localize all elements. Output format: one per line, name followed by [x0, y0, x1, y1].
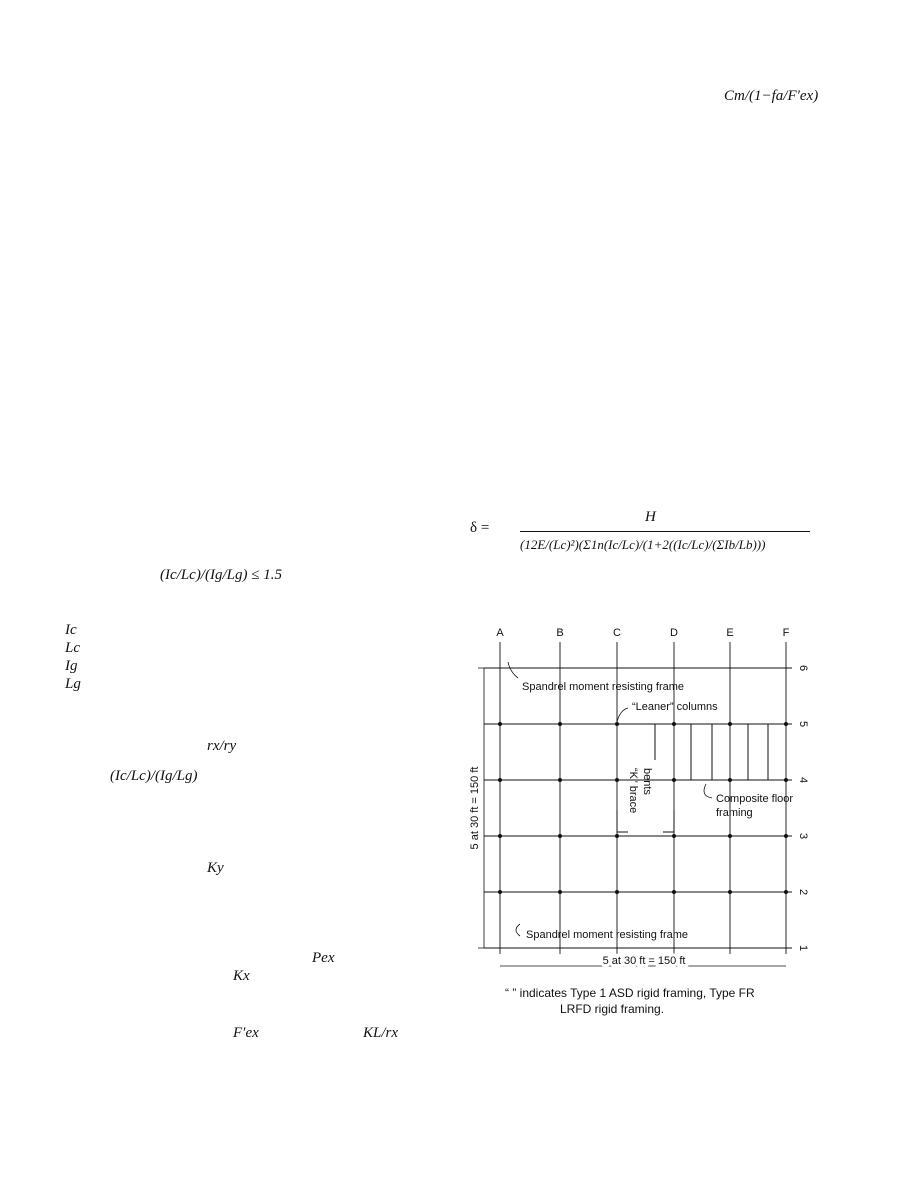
col-label-a: A: [496, 627, 504, 639]
column-dot: [558, 890, 562, 894]
label-k-brace: “K” brace: [627, 768, 639, 814]
column-dot: [498, 778, 502, 782]
row-label-2: 2: [797, 888, 809, 896]
composite-joists: [655, 724, 768, 780]
column-dot: [558, 778, 562, 782]
column-dot: [558, 834, 562, 838]
label-spandrel-bottom: Spandrel moment resisting frame: [526, 929, 689, 941]
column-dot: [672, 834, 676, 838]
column-dot: [498, 890, 502, 894]
row-label-3: 3: [797, 832, 809, 840]
stiffness-ratio-eq: (Ic/Lc)/(Ig/Lg) ≤ 1.5: [160, 567, 282, 583]
col-label-f: F: [782, 627, 790, 639]
moment-amplifier-eq: Cm/(1−fa/F′ex): [724, 88, 819, 104]
symbol-lg: Lg: [65, 676, 81, 692]
column-dot: [498, 834, 502, 838]
symbol-lc: Lc: [65, 640, 80, 656]
stiffness-ratio-repeat: (Ic/Lc)/(Ig/Lg): [110, 768, 198, 784]
col-label-b: B: [556, 627, 564, 639]
drift-eq-denominator: (12E/(Lc)²)(Σ1n(Ic/Lc)/(1+2((Ic/Lc)/(ΣIb/Lb))): [520, 537, 766, 552]
row-label-6: 6: [797, 664, 809, 672]
symbol-pex: Pex: [312, 950, 335, 966]
symbol-fex-prime: F′ex: [233, 1025, 259, 1041]
col-label-d: D: [670, 627, 678, 639]
col-label-c: C: [613, 627, 621, 639]
label-composite-1: Composite floor: [716, 793, 794, 805]
symbol-kx: Kx: [233, 968, 250, 984]
column-dot: [784, 778, 788, 782]
label-vertical-dimension: 5 at 30 ft = 150 ft: [469, 766, 481, 850]
k-brace-bent-markers: [617, 810, 674, 832]
column-dot: [728, 722, 732, 726]
label-leaner-columns: “Leaner” columns: [632, 701, 718, 713]
column-dot: [558, 722, 562, 726]
row-label-4: 4: [797, 776, 809, 784]
column-dot: [615, 890, 619, 894]
row-label-1: 1: [797, 944, 809, 952]
row-label-5: 5: [797, 720, 809, 728]
drift-eq-numerator: H: [645, 509, 656, 525]
drift-eq-lhs: δ =: [470, 520, 490, 536]
label-bents: bents: [641, 768, 653, 795]
symbol-ky: Ky: [207, 860, 224, 876]
label-composite-2: framing: [716, 807, 753, 819]
legend-line-2: LRFD rigid framing.: [560, 1002, 665, 1016]
column-dot: [784, 890, 788, 894]
symbol-rx-ry: rx/ry: [207, 738, 237, 754]
symbol-kl-rx: KL/rx: [363, 1025, 399, 1041]
column-dot: [615, 778, 619, 782]
column-dot: [672, 778, 676, 782]
symbol-ig: Ig: [65, 658, 78, 674]
col-label-e: E: [726, 627, 734, 639]
column-dot: [498, 722, 502, 726]
column-dot: [784, 834, 788, 838]
label-horizontal-dimension: 5 at 30 ft = 150 ft: [602, 955, 686, 967]
column-dot: [615, 722, 619, 726]
column-dot: [672, 722, 676, 726]
column-dot: [784, 722, 788, 726]
symbol-ic: Ic: [65, 622, 77, 638]
legend-line-1: “ ” indicates Type 1 ASD rigid framing, Type FR: [505, 986, 755, 1000]
label-spandrel-top: Spandrel moment resisting frame: [522, 681, 685, 693]
column-dot: [672, 890, 676, 894]
column-dot: [728, 834, 732, 838]
column-dot: [728, 778, 732, 782]
column-dot: [615, 834, 619, 838]
column-dot: [728, 890, 732, 894]
fraction-bar: [520, 531, 810, 532]
floor-plan-diagram: [469, 620, 810, 967]
